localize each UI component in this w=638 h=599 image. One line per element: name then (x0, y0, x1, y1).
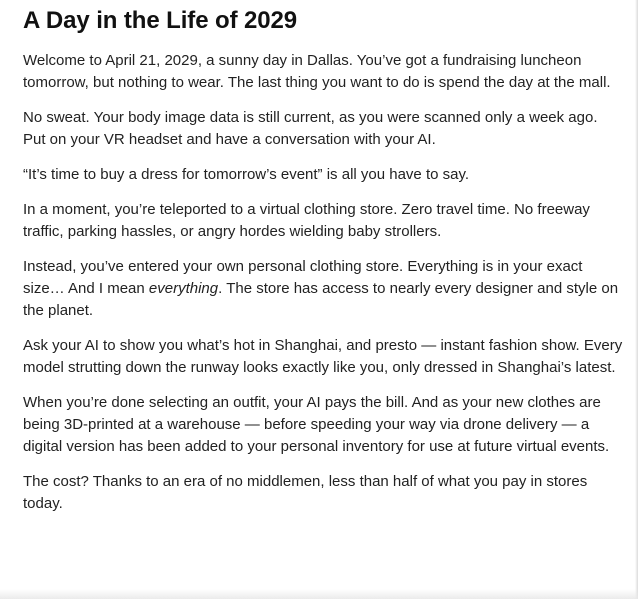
paragraph-teleport: In a moment, you’re teleported to a virtual clothing store. Zero travel time. No freeway traffic, parking hassles, or angry hordes wielding baby strollers. (23, 201, 590, 240)
emphasis-everything: everything (148, 280, 219, 297)
paragraph-payment: When you’re done selecting an outfit, your AI pays the bill. And as your new clothes are being 3D-printed at a warehouse — before speeding your way via drone delivery — a digital version has been added to your personal inventory for use at future virtual events. (23, 394, 610, 455)
article-title: A Day in the Life of 2029 (23, 7, 298, 34)
paragraph-cost: The cost? Thanks to an era of no middlemen, less than half of what you pay in stores today. (23, 473, 588, 512)
paragraph-body-scan: No sweat. Your body image data is still current, as you were scanned only a week ago. Put on your VR headset and have a conversation with your AI. (23, 109, 598, 148)
paragraph-intro: Welcome to April 21, 2029, a sunny day in Dallas. You’ve got a fundraising luncheon tomorrow, but nothing to wear. The last thing you want to do is spend the day at the mall. (23, 52, 611, 91)
paragraph-quote: “It’s time to buy a dress for tomorrow’s event” is all you have to say. (23, 166, 470, 183)
paragraph-personal-store-text-b: . The store has access to nearly every designer and style on the planet. (23, 280, 619, 319)
paragraph-personal-store (23, 256, 624, 322)
paragraph-personal-store-text-a: Instead, you’ve entered your own personal clothing store. Everything is in your exact size… And I mean (23, 258, 583, 297)
paragraph-shanghai: Ask your AI to show you what’s hot in Shanghai, and presto — instant fashion show. Every model strutting down the runway looks exactly like you, only dressed in Shanghai’s latest. (23, 337, 623, 376)
